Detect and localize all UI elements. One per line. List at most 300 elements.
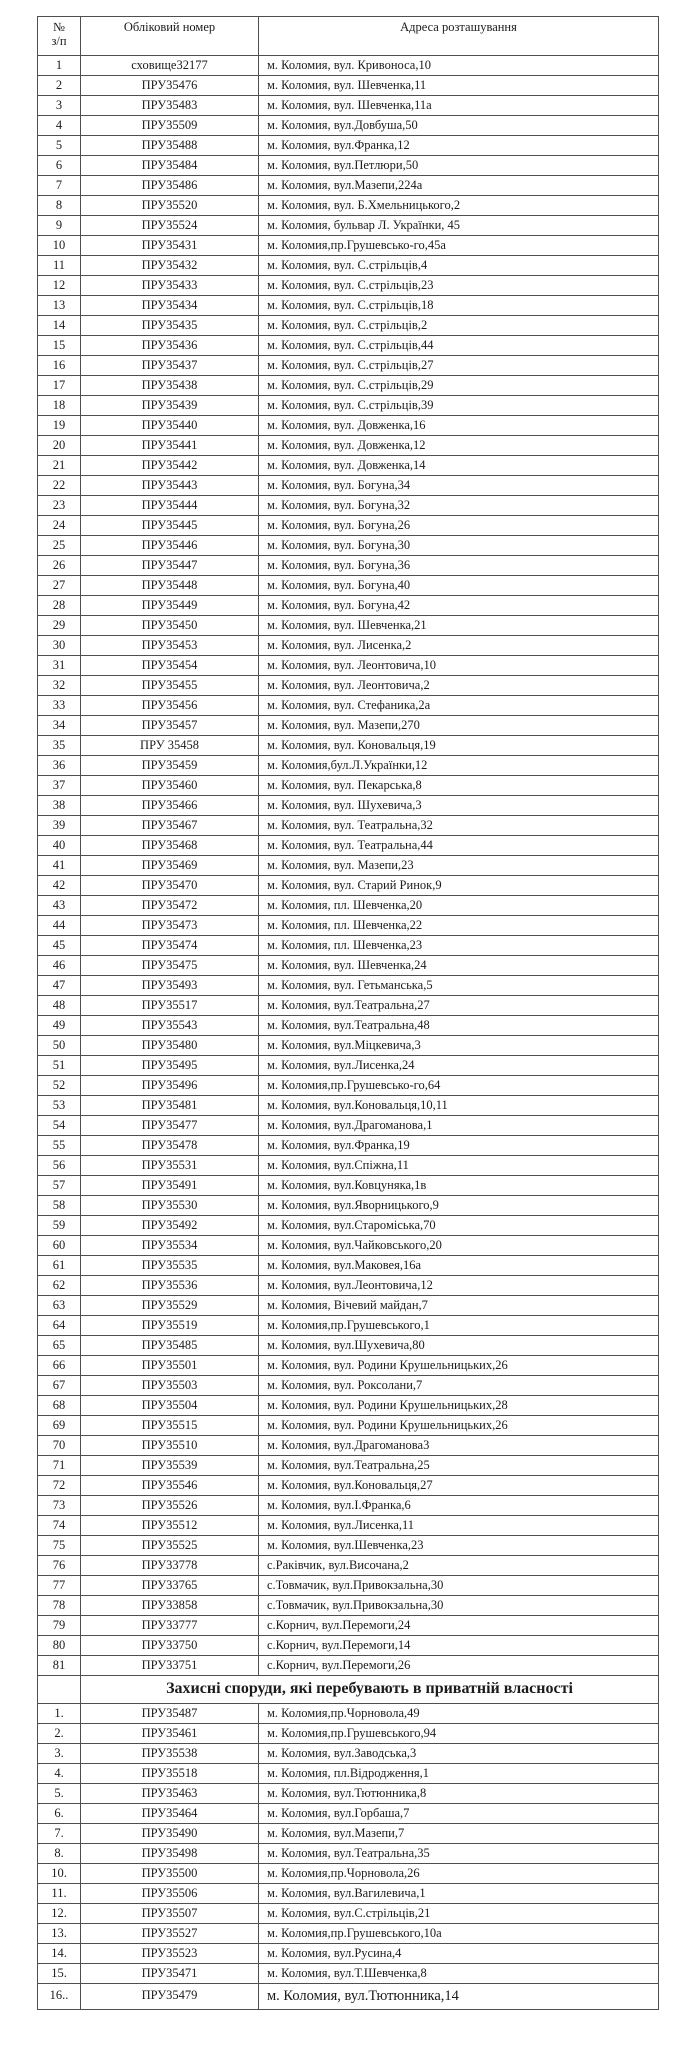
row-number-cell: 76 bbox=[38, 1556, 81, 1576]
table-row bbox=[38, 1703, 659, 1723]
address-cell: м. Коломия, вул.Спіжна,11 bbox=[259, 1156, 659, 1176]
row-number-cell: 1 bbox=[38, 56, 81, 76]
row-number-cell: 64 bbox=[38, 1316, 81, 1336]
account-number-cell: ПРУ35475 bbox=[81, 956, 259, 976]
address-cell: м. Коломия,пр.Грушевсько-го,45а bbox=[259, 236, 659, 256]
address-cell: м. Коломия, вул. С.стрільців,29 bbox=[259, 376, 659, 396]
address-cell: м. Коломия, вул. Шевченка,24 bbox=[259, 956, 659, 976]
table-row bbox=[38, 696, 659, 716]
address-cell: м. Коломия,пр.Грушевського,94 bbox=[259, 1723, 659, 1743]
address-cell: м. Коломия, вул. Гетьманська,5 bbox=[259, 976, 659, 996]
account-number-cell: ПРУ35535 bbox=[81, 1256, 259, 1276]
table-row bbox=[38, 1376, 659, 1396]
account-number-cell: ПРУ35520 bbox=[81, 196, 259, 216]
row-number-cell: 35 bbox=[38, 736, 81, 756]
table-row bbox=[38, 516, 659, 536]
address-cell: м. Коломия, бульвар Л. Українки, 45 bbox=[259, 216, 659, 236]
header-number-line1: № bbox=[53, 20, 65, 34]
account-number-cell: ПРУ35481 bbox=[81, 1096, 259, 1116]
account-number-cell: ПРУ33858 bbox=[81, 1596, 259, 1616]
table-row bbox=[38, 1536, 659, 1556]
row-number-cell: 13. bbox=[38, 1923, 81, 1943]
row-number-cell: 16 bbox=[38, 356, 81, 376]
table-row bbox=[38, 856, 659, 876]
account-number-cell: ПРУ35470 bbox=[81, 876, 259, 896]
table-row bbox=[38, 576, 659, 596]
account-number-cell: ПРУ35433 bbox=[81, 276, 259, 296]
address-cell: м. Коломия, вул. Богуна,34 bbox=[259, 476, 659, 496]
address-cell: м. Коломия, вул.Т.Шевченка,8 bbox=[259, 1963, 659, 1983]
account-number-cell: ПРУ35464 bbox=[81, 1803, 259, 1823]
row-number-cell: 12 bbox=[38, 276, 81, 296]
table-row bbox=[38, 1763, 659, 1783]
account-number-cell: ПРУ35435 bbox=[81, 316, 259, 336]
table-row bbox=[38, 1843, 659, 1863]
row-number-cell: 29 bbox=[38, 616, 81, 636]
address-cell: м. Коломия, вул.Петлюри,50 bbox=[259, 156, 659, 176]
account-number-cell: ПРУ35524 bbox=[81, 216, 259, 236]
address-cell: м. Коломия, вул.Мазепи,224а bbox=[259, 176, 659, 196]
account-number-cell: ПРУ35456 bbox=[81, 696, 259, 716]
table-row bbox=[38, 196, 659, 216]
table-row bbox=[38, 896, 659, 916]
row-number-cell: 49 bbox=[38, 1016, 81, 1036]
account-number-cell: сховище32177 bbox=[81, 56, 259, 76]
table-row bbox=[38, 1783, 659, 1803]
table-row bbox=[38, 1576, 659, 1596]
address-cell: м. Коломия, вул. Довженка,14 bbox=[259, 456, 659, 476]
account-number-cell: ПРУ35543 bbox=[81, 1016, 259, 1036]
account-number-cell: ПРУ35519 bbox=[81, 1316, 259, 1336]
row-number-cell: 15 bbox=[38, 336, 81, 356]
address-cell: м. Коломия, вул.Міцкевича,3 bbox=[259, 1036, 659, 1056]
account-number-cell: ПРУ35492 bbox=[81, 1216, 259, 1236]
address-cell: м. Коломия, вул.Театральна,35 bbox=[259, 1843, 659, 1863]
row-number-cell: 15. bbox=[38, 1963, 81, 1983]
address-cell: м. Коломия, Вічевий майдан,7 bbox=[259, 1296, 659, 1316]
table-row bbox=[38, 1276, 659, 1296]
row-number-cell: 74 bbox=[38, 1516, 81, 1536]
address-cell: м. Коломия, вул. Шевченка,21 bbox=[259, 616, 659, 636]
account-number-cell: ПРУ35490 bbox=[81, 1823, 259, 1843]
address-cell: м. Коломия, вул. Коновальця,19 bbox=[259, 736, 659, 756]
row-number-cell: 7 bbox=[38, 176, 81, 196]
table-row bbox=[38, 716, 659, 736]
row-number-cell: 1. bbox=[38, 1703, 81, 1723]
row-number-cell: 11. bbox=[38, 1883, 81, 1903]
account-number-cell: ПРУ35546 bbox=[81, 1476, 259, 1496]
row-number-cell: 55 bbox=[38, 1136, 81, 1156]
table-row bbox=[38, 1823, 659, 1843]
row-number-cell: 25 bbox=[38, 536, 81, 556]
address-cell: с.Корнич, вул.Перемоги,14 bbox=[259, 1636, 659, 1656]
account-number-cell: ПРУ35468 bbox=[81, 836, 259, 856]
row-number-cell: 48 bbox=[38, 996, 81, 1016]
row-number-cell: 3. bbox=[38, 1743, 81, 1763]
row-number-cell: 23 bbox=[38, 496, 81, 516]
account-number-cell: ПРУ35496 bbox=[81, 1076, 259, 1096]
account-number-cell: ПРУ33750 bbox=[81, 1636, 259, 1656]
address-cell: м. Коломия,пр.Грушевського,1 bbox=[259, 1316, 659, 1336]
address-cell: м. Коломия, вул.Ковцуняка,1в bbox=[259, 1176, 659, 1196]
row-number-cell: 50 bbox=[38, 1036, 81, 1056]
table-row bbox=[38, 376, 659, 396]
account-number-cell: ПРУ35460 bbox=[81, 776, 259, 796]
account-number-cell: ПРУ35531 bbox=[81, 1156, 259, 1176]
address-cell: м. Коломия, вул. Шевченка,11 bbox=[259, 76, 659, 96]
account-number-cell: ПРУ 35458 bbox=[81, 736, 259, 756]
address-cell: м. Коломия, вул.Тютюнника,8 bbox=[259, 1783, 659, 1803]
row-number-cell: 68 bbox=[38, 1396, 81, 1416]
table-row bbox=[38, 936, 659, 956]
account-number-cell: ПРУ35507 bbox=[81, 1903, 259, 1923]
row-number-cell: 39 bbox=[38, 816, 81, 836]
account-number-cell: ПРУ35453 bbox=[81, 636, 259, 656]
row-number-cell: 31 bbox=[38, 656, 81, 676]
account-number-cell: ПРУ33751 bbox=[81, 1656, 259, 1676]
row-number-cell: 77 bbox=[38, 1576, 81, 1596]
row-number-cell: 57 bbox=[38, 1176, 81, 1196]
account-number-cell: ПРУ35484 bbox=[81, 156, 259, 176]
row-number-cell: 81 bbox=[38, 1656, 81, 1676]
address-cell: м. Коломия, вул. Родини Крушельницьких,26 bbox=[259, 1416, 659, 1436]
row-number-cell: 33 bbox=[38, 696, 81, 716]
account-number-cell: ПРУ35476 bbox=[81, 76, 259, 96]
table-row bbox=[38, 156, 659, 176]
address-cell: м. Коломия, вул. Родини Крушельницьких,26 bbox=[259, 1356, 659, 1376]
table-row bbox=[38, 56, 659, 76]
account-number-cell: ПРУ35504 bbox=[81, 1396, 259, 1416]
account-number-cell: ПРУ35467 bbox=[81, 816, 259, 836]
section-title-empty-cell bbox=[38, 1676, 81, 1704]
table-row bbox=[38, 596, 659, 616]
row-number-cell: 9 bbox=[38, 216, 81, 236]
table-row bbox=[38, 1516, 659, 1536]
account-number-cell: ПРУ33777 bbox=[81, 1616, 259, 1636]
address-cell: м. Коломия, вул. Родини Крушельницьких,28 bbox=[259, 1396, 659, 1416]
address-cell: м. Коломия, вул. Театральна,32 bbox=[259, 816, 659, 836]
table-row bbox=[38, 1416, 659, 1436]
row-number-cell: 17 bbox=[38, 376, 81, 396]
account-number-cell: ПРУ35506 bbox=[81, 1883, 259, 1903]
row-number-cell: 6. bbox=[38, 1803, 81, 1823]
address-cell: с.Корнич, вул.Перемоги,24 bbox=[259, 1616, 659, 1636]
address-cell: м. Коломия, вул.Заводська,3 bbox=[259, 1743, 659, 1763]
row-number-cell: 66 bbox=[38, 1356, 81, 1376]
row-number-cell: 7. bbox=[38, 1823, 81, 1843]
address-cell: м. Коломия, вул.Леонтовича,12 bbox=[259, 1276, 659, 1296]
account-number-cell: ПРУ35446 bbox=[81, 536, 259, 556]
account-number-cell: ПРУ35450 bbox=[81, 616, 259, 636]
row-number-cell: 43 bbox=[38, 896, 81, 916]
table-row bbox=[38, 1656, 659, 1676]
address-cell: м. Коломия, вул. Богуна,32 bbox=[259, 496, 659, 516]
address-cell: м. Коломия, вул.Шухевича,80 bbox=[259, 1336, 659, 1356]
table-row bbox=[38, 356, 659, 376]
account-number-cell: ПРУ35440 bbox=[81, 416, 259, 436]
account-number-cell: ПРУ35441 bbox=[81, 436, 259, 456]
account-number-cell: ПРУ35472 bbox=[81, 896, 259, 916]
address-cell: м. Коломия, вул.Мазепи,7 bbox=[259, 1823, 659, 1843]
account-number-cell: ПРУ35517 bbox=[81, 996, 259, 1016]
header-address-column: Адреса розташування bbox=[259, 17, 659, 56]
table-row bbox=[38, 1723, 659, 1743]
table-row bbox=[38, 336, 659, 356]
table-row bbox=[38, 1396, 659, 1416]
private-section-header bbox=[38, 1676, 659, 1704]
table-row bbox=[38, 796, 659, 816]
table-row bbox=[38, 1616, 659, 1636]
address-cell: м. Коломия, вул.Горбаша,7 bbox=[259, 1803, 659, 1823]
account-number-cell: ПРУ35500 bbox=[81, 1863, 259, 1883]
row-number-cell: 59 bbox=[38, 1216, 81, 1236]
address-cell: м. Коломия, вул.І.Франка,6 bbox=[259, 1496, 659, 1516]
table-row bbox=[38, 236, 659, 256]
row-number-cell: 40 bbox=[38, 836, 81, 856]
account-number-cell: ПРУ35442 bbox=[81, 456, 259, 476]
row-number-cell: 11 bbox=[38, 256, 81, 276]
table-row bbox=[38, 1983, 659, 2009]
account-number-cell: ПРУ35503 bbox=[81, 1376, 259, 1396]
row-number-cell: 2 bbox=[38, 76, 81, 96]
account-number-cell: ПРУ35527 bbox=[81, 1923, 259, 1943]
address-cell: м. Коломия, пл. Шевченка,23 bbox=[259, 936, 659, 956]
table-row bbox=[38, 1803, 659, 1823]
account-number-cell: ПРУ35488 bbox=[81, 136, 259, 156]
row-number-cell: 60 bbox=[38, 1236, 81, 1256]
account-number-cell: ПРУ35529 bbox=[81, 1296, 259, 1316]
row-number-cell: 63 bbox=[38, 1296, 81, 1316]
address-cell: м. Коломия, вул.Шевченка,23 bbox=[259, 1536, 659, 1556]
table-row bbox=[38, 1743, 659, 1763]
header-row bbox=[38, 17, 659, 56]
account-number-cell: ПРУ35510 bbox=[81, 1436, 259, 1456]
table-row bbox=[38, 736, 659, 756]
address-cell: м. Коломия, вул. Мазепи,23 bbox=[259, 856, 659, 876]
row-number-cell: 75 bbox=[38, 1536, 81, 1556]
address-cell: м. Коломия, вул.Маковея,16а bbox=[259, 1256, 659, 1276]
account-number-cell: ПРУ35525 bbox=[81, 1536, 259, 1556]
address-cell: м. Коломия, вул.Вагилевича,1 bbox=[259, 1883, 659, 1903]
table-row bbox=[38, 916, 659, 936]
address-cell: м. Коломия,пр.Грушевсько-го,64 bbox=[259, 1076, 659, 1096]
row-number-cell: 67 bbox=[38, 1376, 81, 1396]
account-number-cell: ПРУ35473 bbox=[81, 916, 259, 936]
table-row bbox=[38, 556, 659, 576]
address-cell: м. Коломия, вул. Старий Ринок,9 bbox=[259, 876, 659, 896]
account-number-cell: ПРУ35518 bbox=[81, 1763, 259, 1783]
row-number-cell: 2. bbox=[38, 1723, 81, 1743]
address-cell: м. Коломия, вул. С.стрільців,23 bbox=[259, 276, 659, 296]
account-number-cell: ПРУ35477 bbox=[81, 1116, 259, 1136]
communal-shelters-section bbox=[38, 56, 659, 1676]
table-row bbox=[38, 1176, 659, 1196]
address-cell: м. Коломия, вул.Франка,19 bbox=[259, 1136, 659, 1156]
row-number-cell: 5. bbox=[38, 1783, 81, 1803]
table-row bbox=[38, 636, 659, 656]
table-row bbox=[38, 1356, 659, 1376]
account-number-cell: ПРУ35479 bbox=[81, 1983, 259, 2009]
table-row bbox=[38, 496, 659, 516]
account-number-cell: ПРУ33778 bbox=[81, 1556, 259, 1576]
table-row bbox=[38, 396, 659, 416]
address-cell: м. Коломия, вул.Лисенка,24 bbox=[259, 1056, 659, 1076]
row-number-cell: 26 bbox=[38, 556, 81, 576]
account-number-cell: ПРУ35526 bbox=[81, 1496, 259, 1516]
address-cell: м. Коломия, вул. Богуна,26 bbox=[259, 516, 659, 536]
header-number-line2: з/п bbox=[51, 34, 67, 48]
address-cell: м. Коломия, вул. Шухевича,3 bbox=[259, 796, 659, 816]
address-cell: м. Коломия,бул.Л.Українки,12 bbox=[259, 756, 659, 776]
account-number-cell: ПРУ35436 bbox=[81, 336, 259, 356]
row-number-cell: 21 bbox=[38, 456, 81, 476]
address-cell: м. Коломия, вул.С.стрільців,21 bbox=[259, 1903, 659, 1923]
account-number-cell: ПРУ35509 bbox=[81, 116, 259, 136]
address-cell: м. Коломия, вул.Коновальця,10,11 bbox=[259, 1096, 659, 1116]
account-number-cell: ПРУ35501 bbox=[81, 1356, 259, 1376]
address-cell: м. Коломия, вул.Лисенка,11 bbox=[259, 1516, 659, 1536]
address-cell: м. Коломия, вул. Стефаника,2а bbox=[259, 696, 659, 716]
account-number-cell: ПРУ35474 bbox=[81, 936, 259, 956]
row-number-cell: 3 bbox=[38, 96, 81, 116]
row-number-cell: 10. bbox=[38, 1863, 81, 1883]
address-cell: м. Коломия, вул.Драгоманова,1 bbox=[259, 1116, 659, 1136]
account-number-cell: ПРУ35523 bbox=[81, 1943, 259, 1963]
account-number-cell: ПРУ35448 bbox=[81, 576, 259, 596]
address-cell: м. Коломия, вул. Довженка,16 bbox=[259, 416, 659, 436]
address-cell: с.Товмачик, вул.Привокзальна,30 bbox=[259, 1576, 659, 1596]
row-number-cell: 18 bbox=[38, 396, 81, 416]
table-row bbox=[38, 816, 659, 836]
table-row bbox=[38, 1236, 659, 1256]
address-cell: м. Коломия, вул. Мазепи,270 bbox=[259, 716, 659, 736]
table-row bbox=[38, 96, 659, 116]
row-number-cell: 20 bbox=[38, 436, 81, 456]
table-row bbox=[38, 1156, 659, 1176]
address-cell: м. Коломия, вул. Леонтовича,2 bbox=[259, 676, 659, 696]
table-row bbox=[38, 1056, 659, 1076]
table-row bbox=[38, 1636, 659, 1656]
address-cell: м. Коломия, вул. С.стрільців,4 bbox=[259, 256, 659, 276]
account-number-cell: ПРУ35469 bbox=[81, 856, 259, 876]
table-row bbox=[38, 876, 659, 896]
table-row bbox=[38, 1596, 659, 1616]
address-cell: м. Коломия, вул. Богуна,30 bbox=[259, 536, 659, 556]
table-row bbox=[38, 1216, 659, 1236]
table-row bbox=[38, 256, 659, 276]
account-number-cell: ПРУ35443 bbox=[81, 476, 259, 496]
table-row bbox=[38, 1256, 659, 1276]
table-row bbox=[38, 656, 659, 676]
row-number-cell: 6 bbox=[38, 156, 81, 176]
address-cell: м. Коломия, вул. Б.Хмельницького,2 bbox=[259, 196, 659, 216]
row-number-cell: 53 bbox=[38, 1096, 81, 1116]
account-number-cell: ПРУ35444 bbox=[81, 496, 259, 516]
table-row bbox=[38, 1923, 659, 1943]
address-cell: м. Коломия, пл.Відродження,1 bbox=[259, 1763, 659, 1783]
row-number-cell: 79 bbox=[38, 1616, 81, 1636]
account-number-cell: ПРУ35487 bbox=[81, 1703, 259, 1723]
table-row bbox=[38, 616, 659, 636]
table-row bbox=[38, 1016, 659, 1036]
address-cell: м. Коломия, вул. С.стрільців,18 bbox=[259, 296, 659, 316]
row-number-cell: 51 bbox=[38, 1056, 81, 1076]
row-number-cell: 41 bbox=[38, 856, 81, 876]
table-row bbox=[38, 976, 659, 996]
address-cell: м. Коломия, вул. Шевченка,11а bbox=[259, 96, 659, 116]
address-cell: м. Коломия, пл. Шевченка,22 bbox=[259, 916, 659, 936]
address-cell: м. Коломия,пр.Чорновола,26 bbox=[259, 1863, 659, 1883]
account-number-cell: ПРУ35536 bbox=[81, 1276, 259, 1296]
address-cell: м. Коломия, вул. Театральна,44 bbox=[259, 836, 659, 856]
table-row bbox=[38, 1943, 659, 1963]
table-row bbox=[38, 1556, 659, 1576]
row-number-cell: 69 bbox=[38, 1416, 81, 1436]
account-number-cell: ПРУ35461 bbox=[81, 1723, 259, 1743]
account-number-cell: ПРУ35466 bbox=[81, 796, 259, 816]
address-cell: м. Коломия, вул.Тютюнника,14 bbox=[259, 1983, 659, 2009]
table-row bbox=[38, 176, 659, 196]
account-number-cell: ПРУ35437 bbox=[81, 356, 259, 376]
account-number-cell: ПРУ35457 bbox=[81, 716, 259, 736]
row-number-cell: 44 bbox=[38, 916, 81, 936]
account-number-cell: ПРУ35463 bbox=[81, 1783, 259, 1803]
table-header bbox=[38, 17, 659, 56]
address-cell: м. Коломия,пр.Грушевського,10а bbox=[259, 1923, 659, 1943]
table-row bbox=[38, 1316, 659, 1336]
address-cell: м. Коломия, вул.Русина,4 bbox=[259, 1943, 659, 1963]
account-number-cell: ПРУ35486 bbox=[81, 176, 259, 196]
table-row bbox=[38, 296, 659, 316]
row-number-cell: 19 bbox=[38, 416, 81, 436]
private-shelters-section bbox=[38, 1703, 659, 2009]
row-number-cell: 71 bbox=[38, 1456, 81, 1476]
row-number-cell: 8. bbox=[38, 1843, 81, 1863]
table-row bbox=[38, 76, 659, 96]
table-row bbox=[38, 416, 659, 436]
row-number-cell: 36 bbox=[38, 756, 81, 776]
address-cell: с.Корнич, вул.Перемоги,26 bbox=[259, 1656, 659, 1676]
account-number-cell: ПРУ35434 bbox=[81, 296, 259, 316]
address-cell: м. Коломия, вул.Франка,12 bbox=[259, 136, 659, 156]
account-number-cell: ПРУ33765 bbox=[81, 1576, 259, 1596]
address-cell: м. Коломия, вул. Богуна,40 bbox=[259, 576, 659, 596]
row-number-cell: 4 bbox=[38, 116, 81, 136]
table-row bbox=[38, 1036, 659, 1056]
account-number-cell: ПРУ35445 bbox=[81, 516, 259, 536]
table-row bbox=[38, 956, 659, 976]
table-row bbox=[38, 1496, 659, 1516]
row-number-cell: 8 bbox=[38, 196, 81, 216]
address-cell: м. Коломия, вул. С.стрільців,39 bbox=[259, 396, 659, 416]
table-row bbox=[38, 676, 659, 696]
row-number-cell: 32 bbox=[38, 676, 81, 696]
account-number-cell: ПРУ35480 bbox=[81, 1036, 259, 1056]
row-number-cell: 78 bbox=[38, 1596, 81, 1616]
account-number-cell: ПРУ35539 bbox=[81, 1456, 259, 1476]
header-number-column bbox=[38, 17, 81, 56]
account-number-cell: ПРУ35515 bbox=[81, 1416, 259, 1436]
address-cell: м. Коломия, вул.Яворницького,9 bbox=[259, 1196, 659, 1216]
row-number-cell: 14 bbox=[38, 316, 81, 336]
table-row bbox=[38, 456, 659, 476]
table-row bbox=[38, 436, 659, 456]
account-number-cell: ПРУ35495 bbox=[81, 1056, 259, 1076]
row-number-cell: 56 bbox=[38, 1156, 81, 1176]
row-number-cell: 34 bbox=[38, 716, 81, 736]
account-number-cell: ПРУ35491 bbox=[81, 1176, 259, 1196]
table-row bbox=[38, 1096, 659, 1116]
